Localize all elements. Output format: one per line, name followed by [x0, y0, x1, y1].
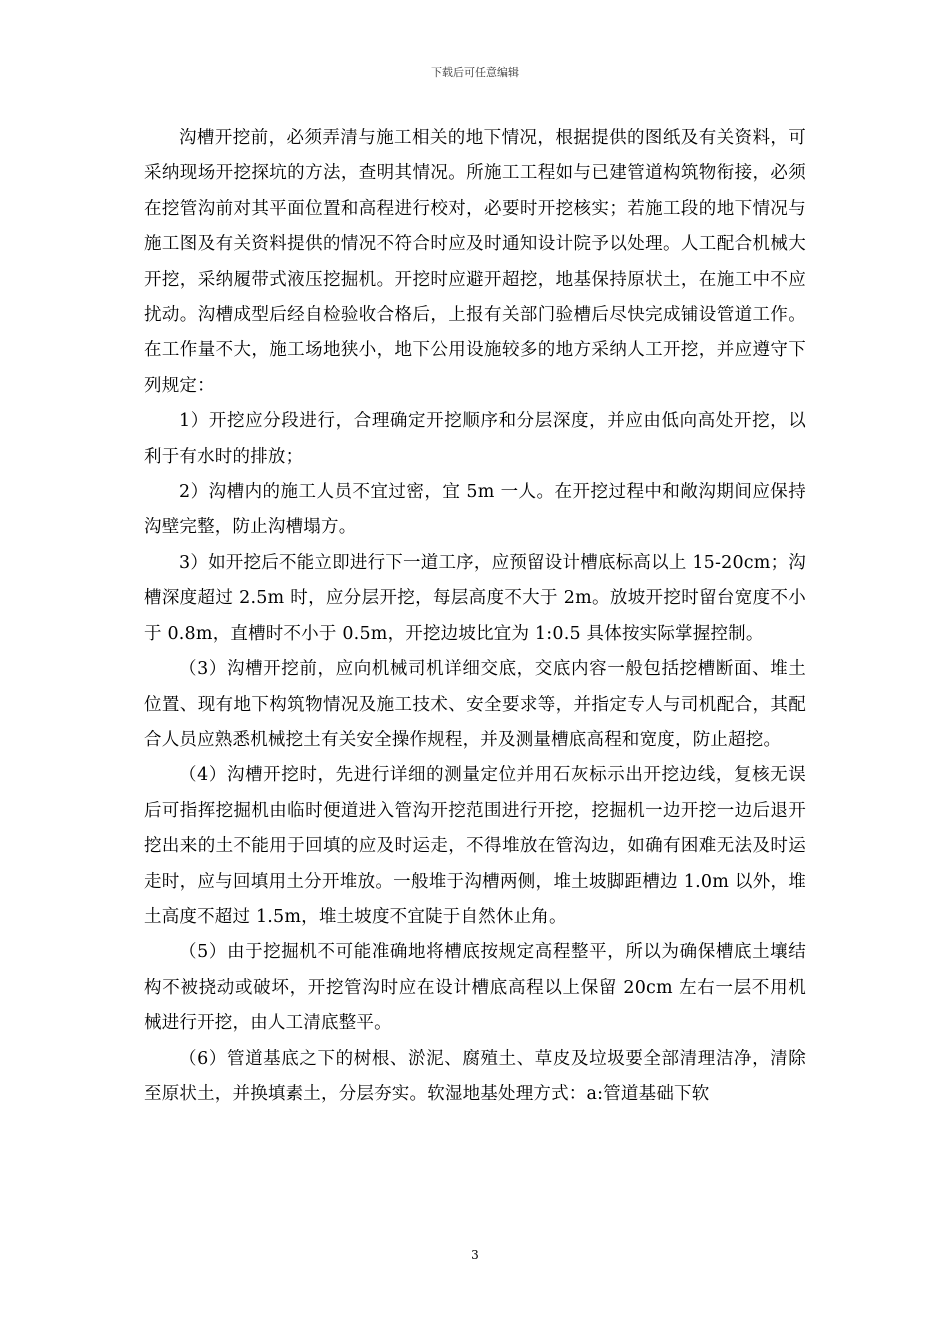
paragraph-rule-1: 1）开挖应分段进行，合理确定开挖顺序和分层深度，并应由低向高处开挖，以利于有水时的排放； — [144, 411, 806, 467]
paragraph-section-3: （3）沟槽开挖前，应向机械司机详细交底，交底内容一般包括挖槽断面、堆土位置、现有地下构筑物情况及施工技术、安全要求等，并指定专人与司机配合，其配合人员应熟悉机械挖土有关安全操作规程，并及测量槽底高程和宽度，防止超挖。 — [144, 659, 806, 750]
document-body — [144, 121, 806, 1112]
paragraph-rule-2: 2）沟槽内的施工人员不宜过密，宜 5m 一人。在开挖过程中和敞沟期间应保持沟壁完整，防止沟槽塌方。 — [144, 482, 806, 538]
paragraph-section-4: （4）沟槽开挖时，先进行详细的测量定位并用石灰标示出开挖边线，复核无误后可指挥挖掘机由临时便道进入管沟开挖范围进行开挖，挖掘机一边开挖一边后退开挖出来的土不能用于回填的应及时运走，不得堆放在管沟边，如确有困难无法及时运走时，应与回填用土分开堆放。一般堆于沟槽两侧，堆土坡脚距槽边 1.0m 以外，堆土高度不超过 1.5m，堆土坡度不宜陡于自然休止角。 — [144, 765, 806, 927]
page-number: 3 — [471, 1248, 479, 1262]
paragraph-intro: 沟槽开挖前，必须弄清与施工相关的地下情况，根据提供的图纸及有关资料，可采纳现场开挖探坑的方法，查明其情况。所施工工程如与已建管道构筑物衔接，必须在挖管沟前对其平面位置和高程进行校对，必要时开挖核实；若施工段的地下情况与施工图及有关资料提供的情况不符合时应及时通知设计院予以处理。人工配合机械大开挖，采纳履带式液压挖掘机。开挖时应避开超挖，地基保持原状土，在施工中不应扰动。沟槽成型后经自检验收合格后，上报有关部门验槽后尽快完成铺设管道工作。在工作量不大，施工场地狭小，地下公用设施较多的地方采纳人工开挖，并应遵守下列规定： — [144, 128, 806, 396]
paragraph-section-6: （6）管道基底之下的树根、淤泥、腐殖土、草皮及垃圾要全部清理洁净，清除至原状土，并换填素土，分层夯实。软湿地基处理方式：a:管道基础下软 — [144, 1048, 806, 1104]
page-header: 下载后可任意编辑 — [431, 66, 519, 79]
paragraph-section-5: （5）由于挖掘机不可能准确地将槽底按规定高程整平，所以为确保槽底土壤结构不被挠动或破坏，开挖管沟时应在设计槽底高程以上保留 20cm 左右一层不用机械进行开挖，由人工清底整平。 — [144, 942, 806, 1034]
paragraph-rule-3: 3）如开挖后不能立即进行下一道工序，应预留设计槽底标高以上 15-20cm；沟槽深度超过 2.5m 时，应分层开挖，每层高度不大于 2m。放坡开挖时留台宽度不小于 0.8m，直槽时不小于 0.5m，开挖边坡比宜为 1:0.5 具体按实际掌握控制。 — [144, 552, 806, 644]
